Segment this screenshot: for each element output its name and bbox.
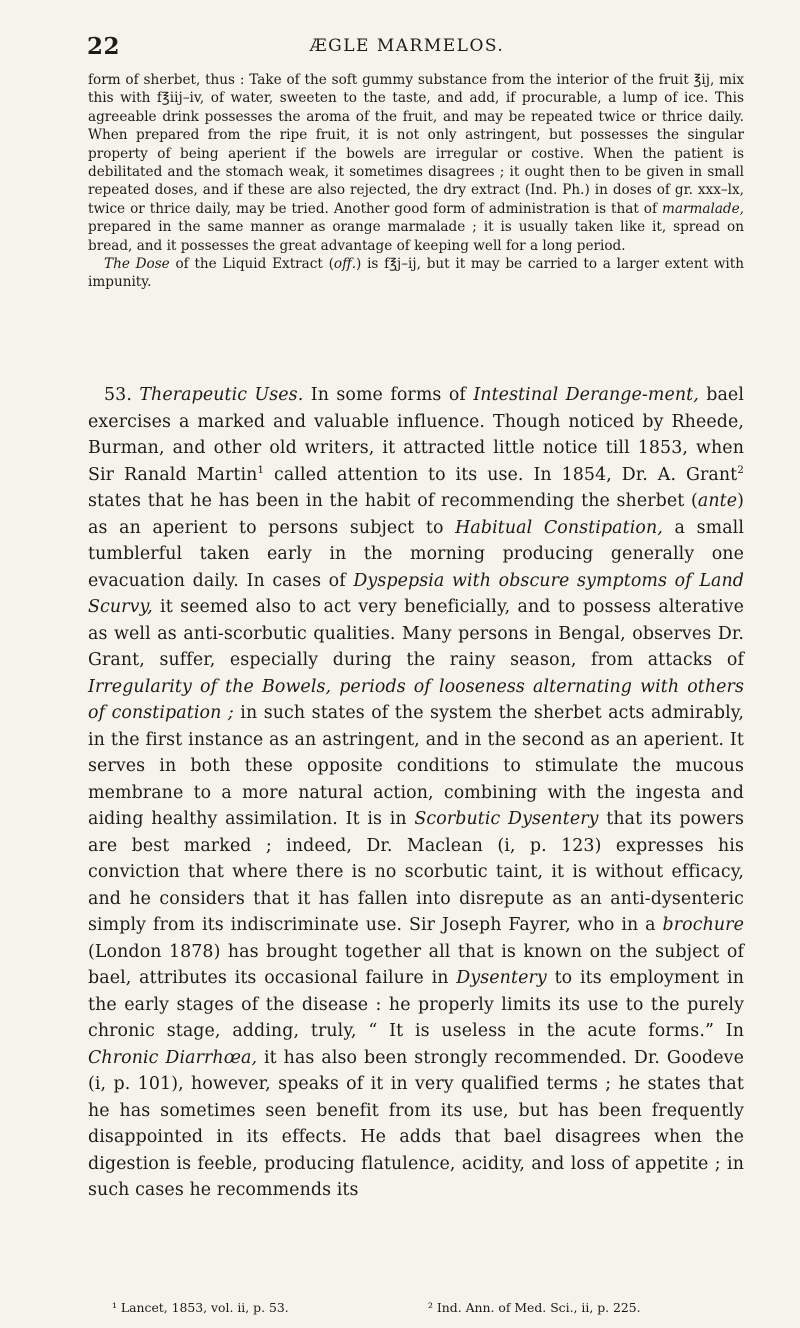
italic-run: Intestinal Derange-ment, [473,385,699,405]
text-run: it has also been strongly recommended. Dr. Goodeve (i, p. 101), however, speaks of it in very qualified terms ; he states that he has sometimes seen benefit from its use, but has been frequently disappointed in its effects. He adds that bael disagrees when the digestion is feeble, producing flatulence, acidity, and loss of appetite ; in such cases he recommends its [88,1047,744,1200]
text-run: a small tumblerful taken early in the morning producing generally one evacuation daily. In cases of [88,517,745,591]
text-run: to its employment in the early stages of the disease : he properly limits its use to the purely chronic stage, adding, truly, “ It is useless in the acute forms.” In [88,968,745,1041]
running-head: ÆGLE MARMELOS. [309,36,505,56]
footnote-2: ² Ind. Ann. of Med. Sci., ii, p. 225. [428,1300,641,1315]
italic-run: The Dose [104,256,170,273]
text-run: it seemed also to act very beneficially, and to possess alterative as well as anti-scorbutic qualities. Many persons in Bengal, observes Dr. Grant, suffer, especially during the rainy season, from attacks of [88,597,744,670]
page-number: 22 [87,33,121,60]
italic-run: Irregularity of the Bowels, periods of looseness alternating with others of constipation ; [88,676,744,723]
text-run: (London 1878) has brought together all that is known on the subject of bael, attributes its occasional failure in [88,941,744,988]
italic-run: Chronic Diarrhœa, [88,1047,258,1068]
text-run: ) is f℥j–ij, but it may be carried to a larger extent with impunity. [88,256,744,291]
italic-run: off. [333,256,357,273]
text-run: that its powers are best marked ; indeed, Dr. Maclean (i, p. 123) expresses his conviction that where there is no scorbutic taint, it is without efficacy, and he considers that it has fallen into disrepute as an anti-dysenteric simply from its indiscriminate use. Sir Joseph Fayrer, who in a [88,809,744,935]
text-run: called attention to its use. In 1854, Dr. A. Grant [264,464,738,485]
therapeutic-uses-paragraph [88,382,744,1204]
section-heading: Therapeutic Uses. [139,385,304,405]
page-header [87,33,727,60]
text-run: bael exercises a marked and valuable influence. Though noticed by Rheede, Burman, and other old writers, it attracted little notice till 1853, when Sir Ranald Martin [88,385,744,485]
text-run: prepared in the same manner as orange marmalade ; it is usually taken like it, spread on bread, and it possesses the great advantage of keeping well for a long period. [88,219,744,254]
dose-paragraph [88,255,744,292]
italic-run: marmalade, [661,200,744,217]
footnote-ref: 2 [737,463,744,476]
main-body-text [88,382,744,1204]
text-run: states that he has been in the habit of recommending the sherbet ( [88,491,698,511]
footnote-1: ¹ Lancet, 1853, vol. ii, p. 53. [112,1300,289,1315]
text-run: in such states of the system the sherbet acts admirably, in the first instance as an astringent, and in the second as an aperient. It serves in both these opposite conditions to stimulate the mucous membrane to a more natural action, combining with the ingesta and aiding healthy assimilation. It is in [88,703,744,829]
footnote-ref: 1 [257,463,265,476]
text-run: form of sherbet, thus : Take of the soft gummy substance from the interior of the fruit ℥ij, mix this with f℥iij–iv, of water, sweeten to the taste, and add, if procurable, a lump of ice. This agreeable drink possesses the aroma of the fruit, and may be repeated twice or thrice daily. When prepared from the ripe fruit, it is not only astringent, but possesses the singular property of being aperient if the bowels are irregular or costive. When the patient is debilitated and the stomach weak, it sometimes disagrees ; it ought then to be given in small repeated doses, and if these are also rejected, the dry extract (Ind. Ph.) in doses of gr. xxx–lx, twice or thrice daily, may be tried. Another good form of administration is that of [88,72,744,217]
italic-run: Scorbutic Dysentery [414,809,599,829]
italic-run: brochure [662,915,744,935]
small-print-section [88,71,744,292]
text-run: of the Liquid Extract ( [169,256,334,273]
italic-run: Dyspepsia with obscure symptoms of Land Scurvy, [88,570,744,617]
italic-run: Habitual Constipation, [455,517,663,538]
text-run: 53. [104,385,140,405]
text-run: ) as an aperient to persons subject to [88,491,744,538]
sherbet-paragraph [88,71,744,255]
italic-run: Dysentery [456,968,547,988]
text-run: In some forms of [303,385,474,405]
italic-run: ante [697,491,738,511]
